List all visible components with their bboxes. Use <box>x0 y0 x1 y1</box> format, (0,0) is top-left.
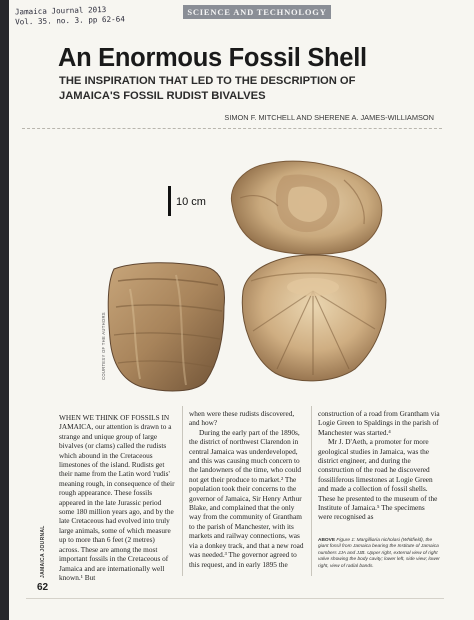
article-authors: SIMON F. MITCHELL AND SHERENE A. JAMES-WILLIAMSON <box>224 113 434 122</box>
column-divider <box>182 406 183 576</box>
handwritten-line: Jamaica Journal 2013 <box>14 5 107 17</box>
article-title: An Enormous Fossil Shell <box>58 44 367 72</box>
scan-edge <box>0 0 9 620</box>
section-label: SCIENCE AND TECHNOLOGY <box>183 5 331 19</box>
handwritten-note <box>15 5 125 28</box>
fossil-side-view-image <box>106 259 228 394</box>
footer-divider <box>26 598 444 599</box>
figure-caption <box>318 538 443 570</box>
caption-text: Figure 1: Margilliaria nicholasi (Whitfield), the giant fossil from Jamaica bearing the Institute of Jamaica numbers JJA and JJB. Upper right, external view of right valve showing the body cavity; lower left, side view; lower right, view of radial bands. <box>318 538 440 569</box>
handwritten-line: Vol. 35. no. 3. pp 62-64 <box>15 14 125 27</box>
body-paragraph: During the early part of the 1890s, the district of northwest Clarendon in central Jamaica was underdeveloped, and this was causing much concern to the landowners of the time, who could not get their produce to market.² The population took their concerns to the governor of Jamaica, Sir Henry Arthur Blake, and complained that the only way from the community of Grantham to the parish of Manchester, with its markets and railway connections, was via a donkey track, and that a new road was needed.³ The governor agreed to this request, and in early 1895 the <box>189 427 304 569</box>
body-column-3 <box>318 409 440 522</box>
fossil-radial-view-image <box>237 251 389 386</box>
body-paragraph: WHEN WE THINK OF FOSSILS IN JAMAICA, our attention is drawn to a strange and unique group of large bivalves (or clams) called the rudists which abound in the Cretaceous limestones of the island. Rudists get their name from the Latin word 'rudis' meaning rough, in consequence of their rough appearance. These fossils appeared in the late Jurassic period some 180 million years ago, and by the late Cretaceous had evolved into truly large animals, some of which measure up to more than 6 feet (2 metres) across. These are among the most important fossils in the Cretaceous of Jamaica and are internationally well known.¹ But <box>59 413 175 582</box>
caption-lead: ABOVE <box>318 538 336 543</box>
body-column-2 <box>189 409 305 569</box>
body-column-1 <box>59 413 175 582</box>
fossil-upper-right-image <box>226 158 386 256</box>
photo-credit: COURTESY OF THE AUTHORS <box>101 312 106 380</box>
body-paragraph: Mr J. D'Aeth, a promoter for more geological studies in Jamaica, was the district engineer, and during the construction of the road he discovered fossiliferous limestones at Logie Green and made a collection of fossil shells. These he presented to the museum of the Institute of Jamaica.⁵ The specimens were recognised as <box>318 437 438 522</box>
header-divider <box>22 128 442 129</box>
page-number: 62 <box>37 582 49 593</box>
article-subtitle: THE INSPIRATION THAT LED TO THE DESCRIPTION OF JAMAICA'S FOSSIL RUDIST BIVALVES <box>59 75 356 102</box>
column-divider <box>311 406 312 576</box>
scale-bar <box>168 186 171 216</box>
body-paragraph: when were these rudists discovered, and how? <box>189 409 295 428</box>
body-paragraph: construction of a road from Grantham via Logie Green to Spaldings in the parish of Manchester was started.⁴ <box>318 409 440 437</box>
journal-name-vertical: JAMAICA JOURNAL <box>40 525 46 578</box>
scale-label: 10 cm <box>176 196 206 208</box>
